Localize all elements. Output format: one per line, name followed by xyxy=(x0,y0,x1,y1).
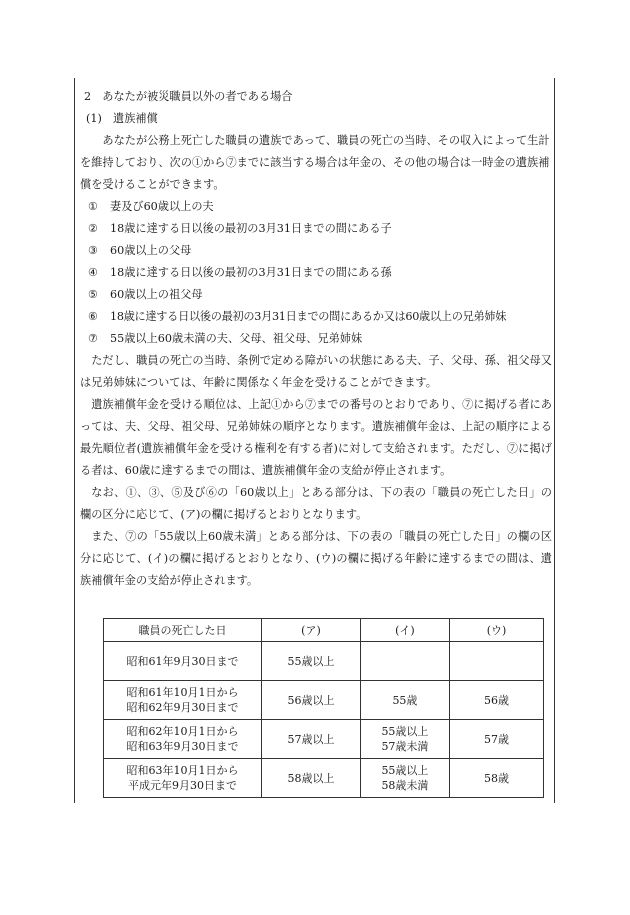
cell-i: 55歳 xyxy=(360,681,449,720)
cell-u xyxy=(449,642,543,681)
cell-u: 56歳 xyxy=(449,681,543,720)
list-item: ④ 18歳に達する日以後の最初の3月31日までの間にある孫 xyxy=(88,266,392,279)
cell-a: 57歳以上 xyxy=(262,720,361,759)
cell-a: 58歳以上 xyxy=(262,759,361,798)
list-item: ⑦ 55歳以上60歳未満の夫、父母、祖父母、兄弟姉妹 xyxy=(88,332,363,345)
table-row xyxy=(104,642,544,681)
cell-a: 55歳以上 xyxy=(262,642,361,681)
cell-date: 昭和61年9月30日まで xyxy=(104,642,262,681)
intro-paragraph: あなたが公務上死亡した職員の遺族であって、職員の死亡の当時、その収入によって生計を維持しており、次の①から⑦までに該当する場合は年金の、その他の場合は一時金の遺族補償を受けることができます。 xyxy=(80,134,550,191)
cell-date: 昭和63年10月1日から 平成元年9月30日まで xyxy=(104,759,262,798)
list-item: ① 妻及び60歳以上の夫 xyxy=(88,200,214,213)
section-heading: 2 あなたが被災職員以外の者である場合 xyxy=(84,90,293,103)
document-body xyxy=(80,86,552,592)
cell-date: 昭和61年10月1日から 昭和62年9月30日まで xyxy=(104,681,262,720)
list-item: ③ 60歳以上の父母 xyxy=(88,244,192,257)
cell-u: 58歳 xyxy=(449,759,543,798)
header-u: (ウ) xyxy=(449,619,543,642)
paragraph-disability: ただし、職員の死亡の当時、条例で定める障がいの状態にある夫、子、父母、孫、祖父母又は兄弟姉妹については、年齢に関係なく年金を受けることができます。 xyxy=(80,354,552,389)
paragraph-note-b: また、⑦の「55歳以上60歳未満」とある部分は、下の表の「職員の死亡した日」の欄の区分に応じて、(イ)の欄に掲げるとおりとなり、(ウ)の欄に掲げる年齢に達するまでの間は、遺族補償年金の支給が停止されます。 xyxy=(80,530,552,587)
table-header-row xyxy=(104,619,544,642)
right-border-line xyxy=(554,78,555,803)
cell-i: 55歳以上 58歳未満 xyxy=(360,759,449,798)
paragraph-order: 遺族補償年金を受ける順位は、上記①から⑦までの番号のとおりであり、⑦に掲げる者にあっては、夫、父母、祖父母、兄弟姉妹の順序となります。遺族補償年金は、上記の順序による最先順位者(遺族補償年金を受ける権利を有する者)に対して支給されます。ただし、⑦に掲げる者は、60歳に達するまでの間は、遺族補償年金の支給が停止されます。 xyxy=(80,398,552,477)
paragraph-note-a: なお、①、③、⑤及び⑥の「60歳以上」とある部分は、下の表の「職員の死亡した日」の欄の区分に応じて、(ア)の欄に掲げるとおりとなります。 xyxy=(80,486,552,521)
cell-date: 昭和62年10月1日から 昭和63年9月30日まで xyxy=(104,720,262,759)
header-i: (イ) xyxy=(360,619,449,642)
eligible-list xyxy=(80,196,552,350)
cell-i xyxy=(360,642,449,681)
cell-a: 56歳以上 xyxy=(262,681,361,720)
header-a: (ア) xyxy=(262,619,361,642)
table-row xyxy=(104,681,544,720)
header-date: 職員の死亡した日 xyxy=(104,619,262,642)
list-item: ② 18歳に達する日以後の最初の3月31日までの間にある子 xyxy=(88,222,392,235)
table-row xyxy=(104,759,544,798)
list-item: ⑤ 60歳以上の祖父母 xyxy=(88,288,203,301)
age-table xyxy=(103,618,544,798)
cell-i: 55歳以上 57歳未満 xyxy=(360,720,449,759)
cell-u: 57歳 xyxy=(449,720,543,759)
list-item: ⑥ 18歳に達する日以後の最初の3月31日までの間にあるか又は60歳以上の兄弟姉妹 xyxy=(88,310,507,323)
subsection-heading: (1) 遺族補償 xyxy=(86,112,158,125)
left-border-line xyxy=(74,78,75,803)
table-row xyxy=(104,720,544,759)
